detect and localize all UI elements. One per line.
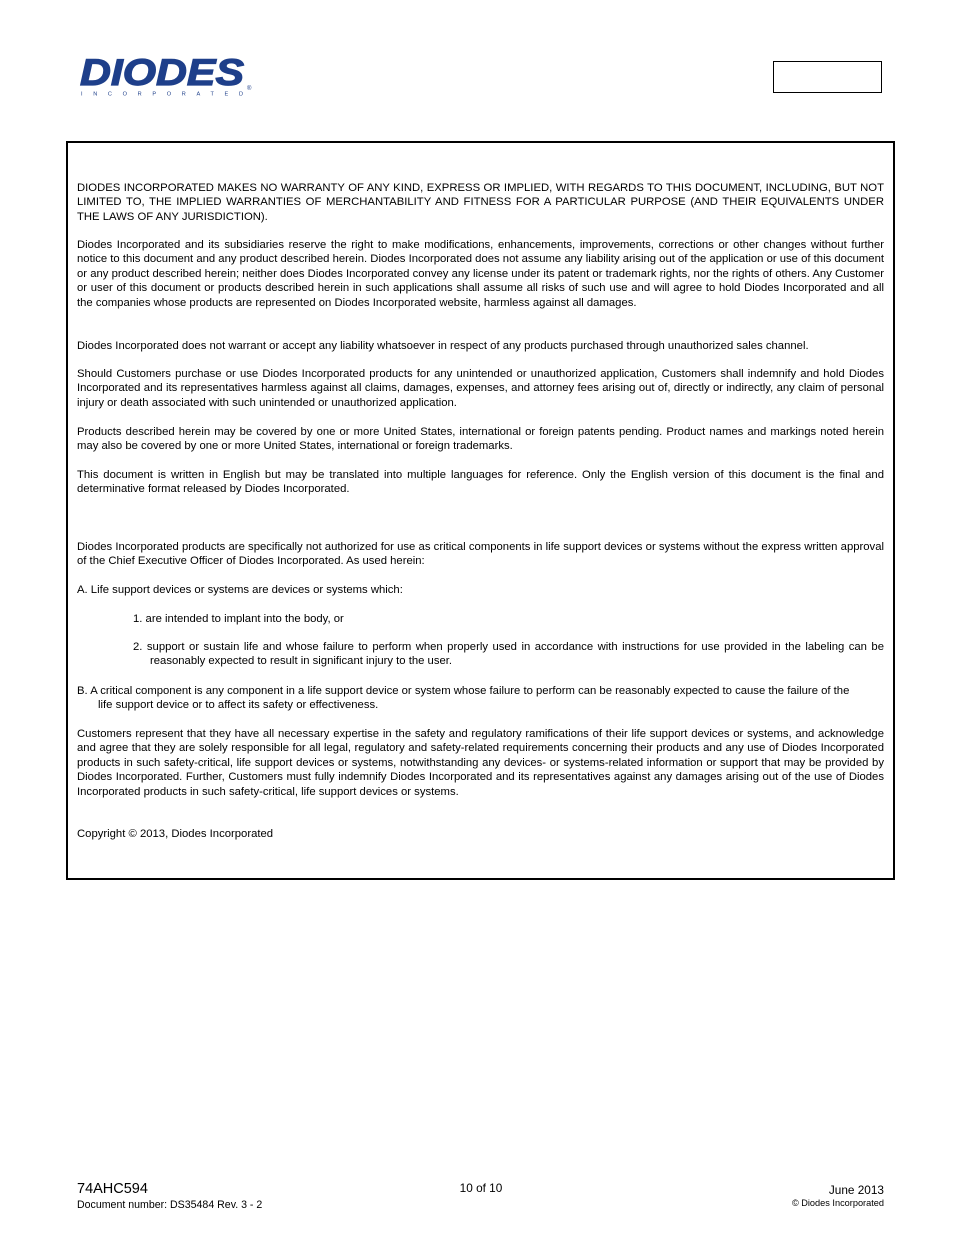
logo-tagline: INCORPORATED [81,91,243,98]
footer-date: June 2013 [828,1183,884,1197]
language-notice: This document is written in English but may be translated into multiple languages for reference. Only the English version of this document is the final and determinative format released by Diodes Incorporated. [77,469,884,496]
life-support-item-b: B. A critical component is any component in a life support device or system whose failure to perform can be reasonably expected to cause the failure of the life support device or to affect its safety or effectiveness. [77,685,850,712]
footer-page-number: 10 of 10 [459,1181,503,1195]
life-support-intro: Diodes Incorporated products are specifically not authorized for use as critical components in life support devices or systems without the express written approval of the Chief Executive Officer of Diodes Incorporated. As used herein: [77,541,884,568]
diodes-logo [78,52,254,98]
life-support-sub-1: 1. are intended to implant into the body, or [133,613,344,625]
customers-represent-notice: Customers represent that they have all necessary expertise in the safety and regulatory ramifications of their life support devices or systems, and acknowledge and agree that they are solely responsible for all legal, regulatory and safety-related requirements concerning their products and any use of Diodes Incorporated products in such safety-critical, life support devices or systems, notwithstanding any devices- or systems-related information or support that may be provided by Diodes Incorporated. Further, Customers must fully indemnify Diodes Incorporated and its representatives against any damages arising out of the use of Diodes Incorporated products in such safety-critical, life support devices or systems. [77,728,884,798]
life-support-sub-2: 2. support or sustain life and whose failure to perform when properly used in accordance with instructions for use provided in the labeling can be reasonably expected to result in significant injury to the user. [133,641,884,668]
modification-notice: Diodes Incorporated and its subsidiaries reserve the right to make modifications, enhancements, improvements, corrections or other changes without further notice to this document and any product described herein. Diodes Incorporated does not assume any liability arising out of the application or use of this document or any product described herein; neither does Diodes Incorporated convey any license under its patent or trademark rights, nor the rights of others. Any Customer or user of this document or products described herein in such applications shall assume all risks of such use and will agree to hold Diodes Incorporated and all the companies whose products are represented on Diodes Incorporated website, harmless against all damages. [77,239,884,309]
logo-wordmark: DIODES [80,52,245,93]
life-support-item-a: A. Life support devices or systems are devices or systems which: [77,584,403,596]
footer-copyright: © Diodes Incorporated [791,1198,884,1208]
footer-part-number: 74AHC594 [77,1181,148,1197]
copyright-line: Copyright © 2013, Diodes Incorporated [77,828,274,840]
unauthorized-channel-notice: Diodes Incorporated does not warrant or accept any liability whatsoever in respect of any products purchased through unauthorized sales channel. [77,340,809,352]
warranty-disclaimer: DIODES INCORPORATED MAKES NO WARRANTY OF ANY KIND, EXPRESS OR IMPLIED, WITH REGARDS TO THIS DOCUMENT, INCLUDING, BUT NOT LIMITED TO, THE IMPLIED WARRANTIES OF MERCHANTABILITY AND FITNESS FOR A PARTICULAR PURPOSE (AND THEIR EQUIVALENTS UNDER THE LAWS OF ANY JURISDICTION). [77,182,884,223]
footer-document-number: Document number: DS35484 Rev. 3 - 2 [77,1199,263,1211]
indemnify-notice: Should Customers purchase or use Diodes Incorporated products for any unintended or unauthorized application, Customers shall indemnify and hold Diodes Incorporated and its representatives harmless against all claims, damages, expenses, and attorney fees arising out of, directly or indirectly, any claim of personal injury or death associated with such unintended or unauthorized application. [77,368,884,409]
logo-registered-mark: ® [247,86,252,92]
patents-notice: Products described herein may be covered by one or more United States, international or foreign patents pending. Product names and markings noted herein may also be covered by one or more United States, international or foreign trademarks. [77,426,884,453]
part-number-box [773,61,882,93]
